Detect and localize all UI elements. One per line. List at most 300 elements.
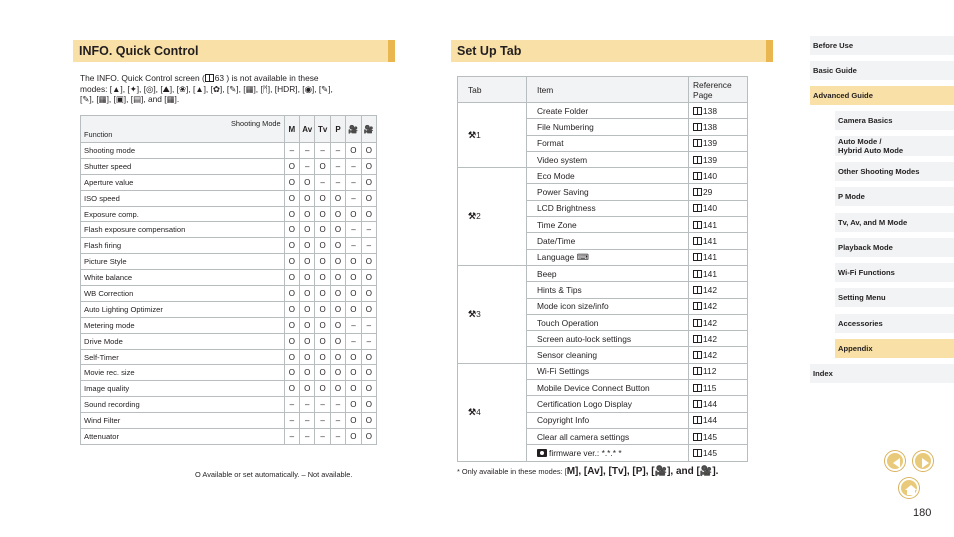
ref-page[interactable]: 145	[703, 431, 717, 442]
home-button[interactable]	[899, 478, 919, 498]
availability-mark: O	[284, 222, 299, 238]
availability-mark: –	[330, 158, 345, 174]
availability-mark: –	[330, 143, 345, 159]
availability-mark: –	[346, 317, 361, 333]
ref-cell[interactable]	[689, 103, 748, 119]
nav-item[interactable]: Playback Mode	[835, 238, 954, 257]
table-row	[81, 413, 377, 429]
availability-mark: O	[361, 397, 376, 413]
function-name: Exposure comp.	[81, 206, 285, 222]
item-label: Wi-Fi Settings	[537, 366, 590, 377]
availability-mark: O	[300, 349, 315, 365]
table-row	[458, 103, 748, 119]
camera-icon	[537, 449, 547, 457]
tab-cell	[458, 168, 527, 266]
availability-mark: O	[361, 254, 376, 270]
item-label: firmware ver.: *.*.* *	[549, 447, 622, 458]
item-label: Hints & Tips	[537, 284, 582, 295]
ref-page[interactable]: 141	[703, 252, 717, 263]
ref-page[interactable]: 142	[703, 350, 717, 361]
availability-mark: O	[300, 206, 315, 222]
availability-mark: O	[330, 270, 345, 286]
item-cell	[527, 103, 689, 119]
function-name: Shooting mode	[81, 143, 285, 159]
nav-item[interactable]: Before Use	[810, 36, 954, 55]
availability-mark: –	[330, 397, 345, 413]
ref-page[interactable]: 112	[703, 366, 717, 377]
intro-part-1: The INFO. Quick Control screen (	[80, 73, 205, 83]
item-label: Screen auto-lock settings	[537, 333, 632, 344]
availability-mark: O	[284, 349, 299, 365]
arrow-right-icon	[918, 456, 932, 470]
ref-page[interactable]: 29	[703, 187, 713, 198]
item-cell	[527, 151, 689, 167]
ref-page[interactable]: 144	[703, 398, 717, 409]
book-icon	[205, 74, 214, 82]
ref-cell[interactable]	[689, 314, 748, 330]
quick-control-table	[80, 115, 377, 445]
tab-number: 1	[476, 129, 481, 140]
ref-cell[interactable]	[689, 200, 748, 216]
item-label: Create Folder	[537, 105, 589, 116]
availability-mark: O	[361, 206, 376, 222]
ref-cell[interactable]	[689, 282, 748, 298]
intro-part-2: ) is not available in these	[224, 73, 319, 83]
item-cell	[527, 200, 689, 216]
availability-mark: –	[315, 143, 330, 159]
availability-mark: O	[346, 365, 361, 381]
nav-item[interactable]: Other Shooting Modes	[835, 162, 954, 181]
item-label: Certification Logo Display	[537, 398, 632, 409]
availability-mark: –	[284, 143, 299, 159]
mode-header: 🎥	[346, 116, 361, 143]
availability-mark: O	[315, 270, 330, 286]
availability-mark: –	[346, 333, 361, 349]
availability-mark: –	[346, 174, 361, 190]
ref-page[interactable]: 142	[703, 317, 717, 328]
header-item: Item	[527, 77, 689, 103]
mode-header: M	[284, 116, 299, 143]
ref-cell[interactable]	[689, 445, 748, 461]
availability-mark: O	[284, 238, 299, 254]
table-row	[458, 168, 748, 184]
next-page-button[interactable]	[913, 451, 933, 471]
wrench-icon: ⚒	[468, 129, 477, 140]
availability-mark: –	[330, 174, 345, 190]
mode-header: P	[330, 116, 345, 143]
ref-cell[interactable]	[689, 249, 748, 265]
book-icon	[693, 400, 702, 408]
availability-mark: O	[330, 333, 345, 349]
book-icon	[693, 367, 702, 375]
quick-control-heading: INFO. Quick Control	[73, 40, 395, 62]
availability-mark: O	[330, 286, 345, 302]
availability-mark: O	[346, 349, 361, 365]
availability-mark: O	[361, 429, 376, 445]
tab-cell	[458, 363, 527, 461]
availability-mark: O	[346, 413, 361, 429]
ref-cell[interactable]	[689, 380, 748, 396]
availability-mark: O	[361, 158, 376, 174]
availability-mark: O	[330, 206, 345, 222]
item-label: Clear all camera settings	[537, 431, 630, 442]
mode-header: Av	[300, 116, 315, 143]
availability-mark: –	[284, 413, 299, 429]
availability-mark: O	[284, 270, 299, 286]
footnote-text: * Only available in these modes: [	[457, 467, 567, 476]
table-row	[81, 317, 377, 333]
availability-mark: O	[330, 190, 345, 206]
ref-page[interactable]: 142	[703, 333, 717, 344]
language-icon: ⌨	[576, 252, 589, 263]
availability-mark: O	[330, 238, 345, 254]
book-icon	[693, 319, 702, 327]
availability-mark: –	[315, 429, 330, 445]
function-name: Aperture value	[81, 174, 285, 190]
item-label: Power Saving	[537, 187, 589, 198]
availability-mark: O	[315, 317, 330, 333]
nav-item[interactable]: Appendix	[835, 339, 954, 358]
book-icon	[693, 270, 702, 278]
function-name: Image quality	[81, 381, 285, 397]
item-cell	[527, 168, 689, 184]
ref-cell[interactable]	[689, 184, 748, 200]
ref-page[interactable]: 142	[703, 301, 717, 312]
mode-header: 🎥	[361, 116, 376, 143]
home-icon	[904, 483, 918, 497]
availability-mark: O	[300, 238, 315, 254]
function-name: White balance	[81, 270, 285, 286]
item-cell	[527, 135, 689, 151]
ref-page[interactable]: 144	[703, 415, 717, 426]
table-row	[81, 381, 377, 397]
availability-mark: O	[361, 143, 376, 159]
item-label: Touch Operation	[537, 317, 599, 328]
item-cell	[527, 412, 689, 428]
ref-cell[interactable]	[689, 428, 748, 444]
table-row	[81, 174, 377, 190]
availability-mark: O	[361, 365, 376, 381]
item-cell	[527, 314, 689, 330]
ref-cell[interactable]	[689, 396, 748, 412]
nav-item[interactable]: Tv, Av, and M Mode	[835, 213, 954, 232]
availability-mark: O	[346, 301, 361, 317]
availability-mark: O	[346, 206, 361, 222]
header-function: Function	[84, 130, 113, 139]
ref-page[interactable]: 140	[703, 170, 717, 181]
availability-mark: –	[300, 158, 315, 174]
availability-mark: –	[346, 158, 361, 174]
availability-mark: O	[284, 301, 299, 317]
availability-mark: O	[315, 158, 330, 174]
table-row	[81, 301, 377, 317]
book-icon	[693, 156, 702, 164]
footnote-modes: M], [Av], [Tv], [P], [🎥], and [🎥].	[566, 466, 719, 477]
nav-item[interactable]: Accessories	[835, 314, 954, 333]
availability-mark: O	[284, 286, 299, 302]
nav-item[interactable]: Index	[810, 364, 954, 383]
availability-mark: –	[300, 143, 315, 159]
availability-mark: O	[315, 381, 330, 397]
ref-cell[interactable]	[689, 217, 748, 233]
availability-mark: –	[361, 222, 376, 238]
availability-mark: O	[284, 158, 299, 174]
ref-cell[interactable]	[689, 151, 748, 167]
item-label: LCD Brightness	[537, 203, 596, 214]
nav-item[interactable]: Wi-Fi Functions	[835, 263, 954, 282]
book-icon	[693, 449, 702, 457]
item-label: Date/Time	[537, 236, 576, 247]
availability-mark: O	[346, 397, 361, 413]
tab-number: 4	[476, 406, 481, 417]
book-icon	[693, 351, 702, 359]
availability-mark: O	[346, 143, 361, 159]
table-row	[458, 265, 748, 281]
ref-page[interactable]: 138	[703, 121, 717, 132]
table-row	[81, 365, 377, 381]
availability-mark: –	[300, 413, 315, 429]
item-cell	[527, 233, 689, 249]
availability-mark: O	[315, 301, 330, 317]
item-cell	[527, 217, 689, 233]
table-row	[81, 222, 377, 238]
ref-cell[interactable]	[689, 233, 748, 249]
nav-item[interactable]: Auto Mode / Hybrid Auto Mode	[835, 136, 954, 156]
intro-text	[80, 73, 392, 105]
function-name: Attenuator	[81, 429, 285, 445]
availability-mark: O	[300, 174, 315, 190]
ref-page[interactable]: 139	[703, 138, 717, 149]
function-name: Drive Mode	[81, 333, 285, 349]
ref-page[interactable]: 141	[703, 236, 717, 247]
availability-mark: O	[284, 174, 299, 190]
item-label: Mode icon size/info	[537, 301, 609, 312]
item-cell	[527, 396, 689, 412]
ref-cell[interactable]	[689, 168, 748, 184]
book-icon	[693, 253, 702, 261]
ref-cell[interactable]	[689, 298, 748, 314]
availability-mark: –	[346, 190, 361, 206]
nav-item[interactable]: Camera Basics	[835, 111, 954, 130]
ref-cell[interactable]	[689, 265, 748, 281]
availability-mark: O	[361, 381, 376, 397]
function-name: Sound recording	[81, 397, 285, 413]
availability-mark: O	[300, 317, 315, 333]
function-name: Shutter speed	[81, 158, 285, 174]
ref-page[interactable]: 141	[703, 219, 717, 230]
book-icon	[693, 302, 702, 310]
setup-tab-table	[457, 76, 748, 462]
ref-page[interactable]: 142	[703, 284, 717, 295]
availability-mark: O	[300, 286, 315, 302]
item-label: Video system	[537, 154, 588, 165]
book-icon	[693, 384, 702, 392]
nav-item[interactable]: Advanced Guide	[810, 86, 954, 105]
item-label: Sensor cleaning	[537, 350, 598, 361]
tab-number: 3	[476, 308, 481, 319]
tab-cell	[458, 103, 527, 168]
availability-mark: O	[361, 270, 376, 286]
mode-header: Tv	[315, 116, 330, 143]
previous-page-button[interactable]	[885, 451, 905, 471]
ref-page[interactable]: 139	[703, 154, 717, 165]
availability-mark: O	[315, 365, 330, 381]
availability-mark: O	[300, 333, 315, 349]
availability-mark: –	[315, 174, 330, 190]
nav-item[interactable]: P Mode	[835, 187, 954, 206]
availability-mark: O	[346, 270, 361, 286]
availability-mark: O	[361, 286, 376, 302]
availability-mark: O	[330, 381, 345, 397]
availability-mark: O	[315, 349, 330, 365]
availability-mark: O	[315, 286, 330, 302]
intro-modes: modes: [▲], [✦], [◎], [⛰], [❀], [▲], [✿], [✎], [▦], [ᛗ], [HDR], [◉], [✎], [✎], [▦], [▣], [▤], and [▦].	[80, 83, 333, 104]
book-icon	[693, 221, 702, 229]
availability-mark: O	[300, 190, 315, 206]
availability-mark: O	[361, 413, 376, 429]
availability-mark: –	[361, 333, 376, 349]
availability-mark: O	[284, 254, 299, 270]
availability-mark: O	[315, 254, 330, 270]
availability-mark: O	[284, 381, 299, 397]
availability-mark: O	[361, 190, 376, 206]
book-icon	[693, 433, 702, 441]
availability-mark: O	[315, 333, 330, 349]
item-cell	[527, 445, 689, 461]
table-row	[81, 158, 377, 174]
availability-mark: O	[284, 365, 299, 381]
availability-mark: O	[361, 174, 376, 190]
ref-page[interactable]: 140	[703, 203, 717, 214]
item-cell	[527, 380, 689, 396]
availability-mark: O	[300, 222, 315, 238]
availability-mark: O	[346, 286, 361, 302]
header-tab: Tab	[458, 77, 527, 103]
availability-mark: –	[284, 397, 299, 413]
function-name: Auto Lighting Optimizer	[81, 301, 285, 317]
book-icon	[693, 237, 702, 245]
availability-mark: –	[300, 429, 315, 445]
availability-mark: O	[330, 349, 345, 365]
book-icon	[693, 123, 702, 131]
table-row	[81, 349, 377, 365]
ref-page[interactable]: 138	[703, 105, 717, 116]
table-row	[81, 206, 377, 222]
table-row	[81, 333, 377, 349]
book-icon	[693, 416, 702, 424]
function-name: ISO speed	[81, 190, 285, 206]
availability-mark: O	[330, 222, 345, 238]
book-icon	[693, 335, 702, 343]
availability-mark: O	[300, 365, 315, 381]
table-row	[81, 254, 377, 270]
ref-page[interactable]: 141	[703, 268, 717, 279]
availability-mark: –	[346, 222, 361, 238]
availability-mark: O	[330, 301, 345, 317]
availability-mark: –	[330, 413, 345, 429]
item-label: Beep	[537, 268, 557, 279]
book-icon	[693, 188, 702, 196]
availability-mark: –	[300, 397, 315, 413]
ref-cell[interactable]	[689, 135, 748, 151]
page-number: 180	[913, 507, 932, 519]
wrench-icon: ⚒	[468, 406, 477, 417]
function-name: Self-Timer	[81, 349, 285, 365]
availability-mark: –	[361, 238, 376, 254]
book-icon	[693, 286, 702, 294]
item-cell	[527, 184, 689, 200]
function-name: Flash exposure compensation	[81, 222, 285, 238]
intro-ref[interactable]: 63	[214, 73, 225, 83]
table-header-function	[81, 116, 285, 143]
ref-page[interactable]: 145	[703, 447, 717, 458]
availability-mark: O	[361, 301, 376, 317]
availability-mark: –	[361, 317, 376, 333]
ref-cell[interactable]	[689, 331, 748, 347]
table-row	[81, 286, 377, 302]
ref-cell[interactable]	[689, 412, 748, 428]
availability-mark: –	[330, 429, 345, 445]
ref-cell[interactable]	[689, 363, 748, 379]
header-ref: Reference Page	[689, 77, 748, 103]
book-icon	[693, 139, 702, 147]
ref-cell[interactable]	[689, 347, 748, 363]
function-name: Picture Style	[81, 254, 285, 270]
ref-page[interactable]: 115	[703, 382, 717, 393]
availability-mark: O	[315, 222, 330, 238]
item-cell	[527, 282, 689, 298]
availability-mark: O	[284, 333, 299, 349]
availability-mark: O	[330, 365, 345, 381]
availability-mark: O	[361, 349, 376, 365]
item-cell	[527, 119, 689, 135]
availability-mark: O	[300, 301, 315, 317]
function-name: WB Correction	[81, 286, 285, 302]
availability-mark: O	[346, 254, 361, 270]
availability-mark: O	[284, 206, 299, 222]
nav-item[interactable]: Basic Guide	[810, 61, 954, 80]
footnote	[457, 466, 718, 477]
availability-mark: O	[300, 270, 315, 286]
table-row	[81, 270, 377, 286]
item-label: Language	[537, 252, 575, 263]
availability-mark: O	[284, 190, 299, 206]
item-label: Copyright Info	[537, 415, 590, 426]
item-cell	[527, 265, 689, 281]
ref-cell[interactable]	[689, 119, 748, 135]
tab-number: 2	[476, 211, 481, 222]
wrench-icon: ⚒	[468, 308, 477, 319]
item-label: Time Zone	[537, 219, 577, 230]
item-label: File Numbering	[537, 121, 594, 132]
book-icon	[693, 172, 702, 180]
item-label: Eco Mode	[537, 170, 575, 181]
function-name: Flash firing	[81, 238, 285, 254]
availability-mark: O	[300, 254, 315, 270]
book-icon	[693, 107, 702, 115]
function-name: Movie rec. size	[81, 365, 285, 381]
function-name: Metering mode	[81, 317, 285, 333]
nav-item[interactable]: Setting Menu	[835, 288, 954, 307]
availability-mark: –	[315, 397, 330, 413]
item-cell	[527, 249, 689, 265]
item-cell	[527, 363, 689, 379]
header-shooting-mode: Shooting Mode	[230, 119, 281, 128]
item-cell	[527, 347, 689, 363]
tab-cell	[458, 265, 527, 363]
availability-mark: O	[315, 190, 330, 206]
item-cell	[527, 428, 689, 444]
